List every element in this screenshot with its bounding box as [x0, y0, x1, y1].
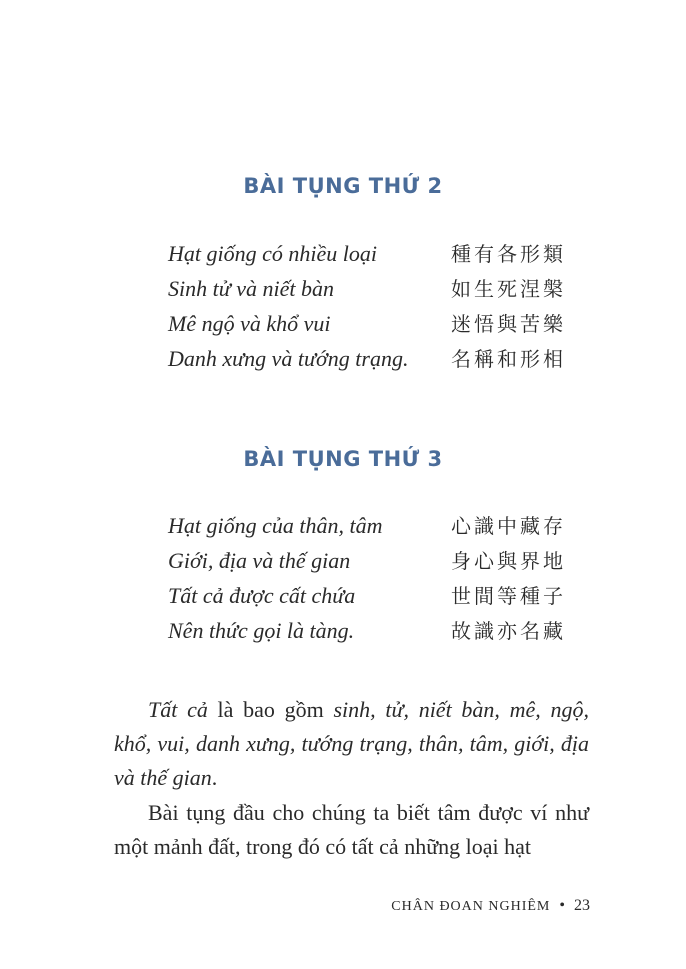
verse-line	[168, 512, 568, 547]
verse-line	[168, 617, 568, 652]
verse-line	[168, 345, 568, 380]
verse-title: BÀI TỤNG THỨ 2	[243, 174, 443, 198]
chinese-line: 迷悟與苦樂	[451, 312, 566, 336]
vietnamese-line: Mê ngộ và khổ vui	[168, 311, 331, 336]
paragraph-run: .	[211, 765, 218, 790]
footer-separator: •	[559, 897, 565, 914]
chinese-line: 如生死涅槃	[451, 277, 566, 301]
verse-line	[168, 240, 568, 275]
chinese-line: 故識亦名藏	[451, 619, 566, 643]
body-paragraph	[114, 693, 589, 795]
page-number: 23	[574, 897, 590, 914]
chinese-line: 身心與界地	[451, 549, 566, 573]
vietnamese-line: Danh xưng và tướng trạng.	[168, 346, 409, 371]
verse-title: BÀI TỤNG THỨ 3	[243, 447, 443, 471]
chinese-line: 種有各形類	[451, 242, 566, 266]
chinese-line: 名稱和形相	[451, 347, 566, 371]
verse-line	[168, 582, 568, 617]
vietnamese-line: Hạt giống của thân, tâm	[168, 513, 383, 538]
chinese-line: 心識中藏存	[451, 514, 566, 538]
body-paragraph: Bài tụng đầu cho chúng ta biết tâm được ví như một mảnh đất, trong đó có tất cả những loại hạt	[114, 800, 589, 859]
page-footer	[370, 897, 590, 915]
paragraph-italic-run: sinh, tử, niết bàn, mê, ngộ, khổ, vui, danh xưng, tướng trạng, thân, tâm, giới, địa và thế gian	[114, 697, 589, 790]
verse-line	[168, 547, 568, 582]
vietnamese-line: Nên thức gọi là tàng.	[168, 618, 355, 643]
verse-line	[168, 275, 568, 310]
vietnamese-line: Giới, địa và thế gian	[168, 548, 351, 573]
vietnamese-line: Tất cả được cất chứa	[168, 583, 356, 608]
paragraph-run: là bao gồm	[207, 697, 334, 722]
verse-block	[168, 240, 568, 380]
running-title: CHÂN ĐOAN NGHIÊM	[391, 899, 551, 914]
vietnamese-line: Hạt giống có nhiều loại	[168, 241, 377, 266]
chinese-line: 世間等種子	[451, 584, 566, 608]
vietnamese-line: Sinh tử và niết bàn	[168, 276, 334, 301]
verse-line	[168, 310, 568, 345]
paragraph-italic-run: Tất cả	[148, 697, 208, 722]
verse-block	[168, 512, 568, 652]
